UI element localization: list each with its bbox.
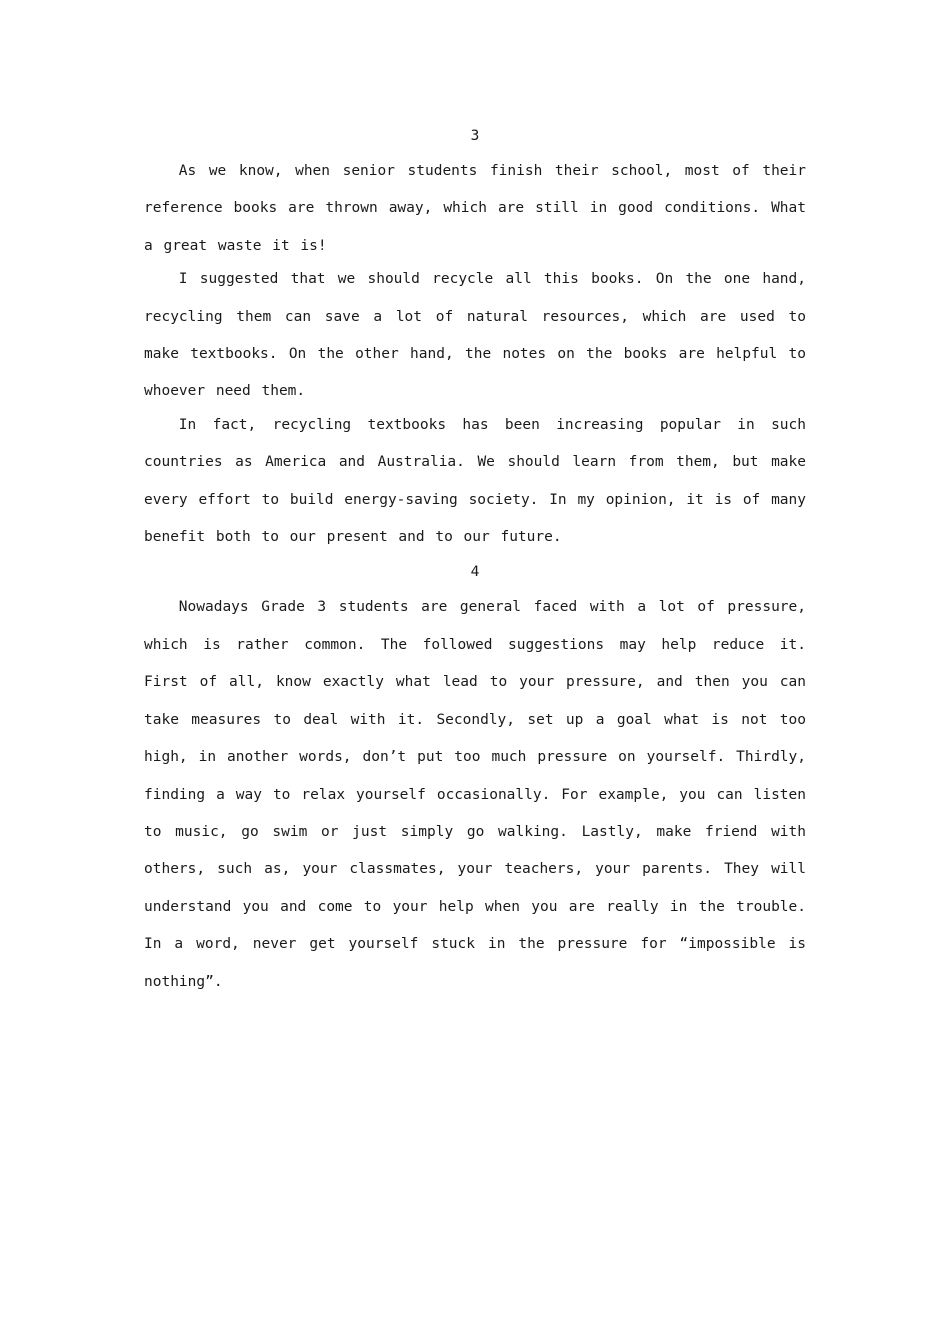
paragraph: I suggested that we should recycle all this books. On the one hand, recycling them can save a lot of natural resources, which are used to make textbooks. On the other hand, the notes on the books are helpful to whoever need them. xyxy=(144,271,806,400)
section-3 xyxy=(144,120,806,556)
paragraph: Nowadays Grade 3 students are general faced with a lot of pressure, which is rather common. The followed suggestions may help reduce it. First of all, know exactly what lead to your pressure, and then you can take measures to deal with it. Secondly, set up a goal what is not too high, in another words, don’t put too much pressure on yourself. Thirdly, finding a way to relax yourself occasionally. For example, you can listen to music, go swim or just simply go walking. Lastly, make friend with others, such as, your classmates, your teachers, your parents. They will understand you and come to your help when you are really in the trouble. In a word, never get yourself stuck in the pressure for “impossible is nothing”. xyxy=(144,599,806,990)
paragraph: In fact, recycling textbooks has been increasing popular in such countries as America and Australia. We should learn from them, but make every effort to build energy-saving society. In my opinion, it is of many benefit both to our present and to our future. xyxy=(144,416,806,546)
document-body xyxy=(144,120,806,1001)
section-number: 4 xyxy=(470,564,480,581)
paragraph: As we know, when senior students finish their school, most of their reference books are thrown away, which are still in good conditions. What a great waste it is! xyxy=(144,163,806,254)
section-4 xyxy=(144,556,806,1000)
section-number: 3 xyxy=(470,128,480,144)
